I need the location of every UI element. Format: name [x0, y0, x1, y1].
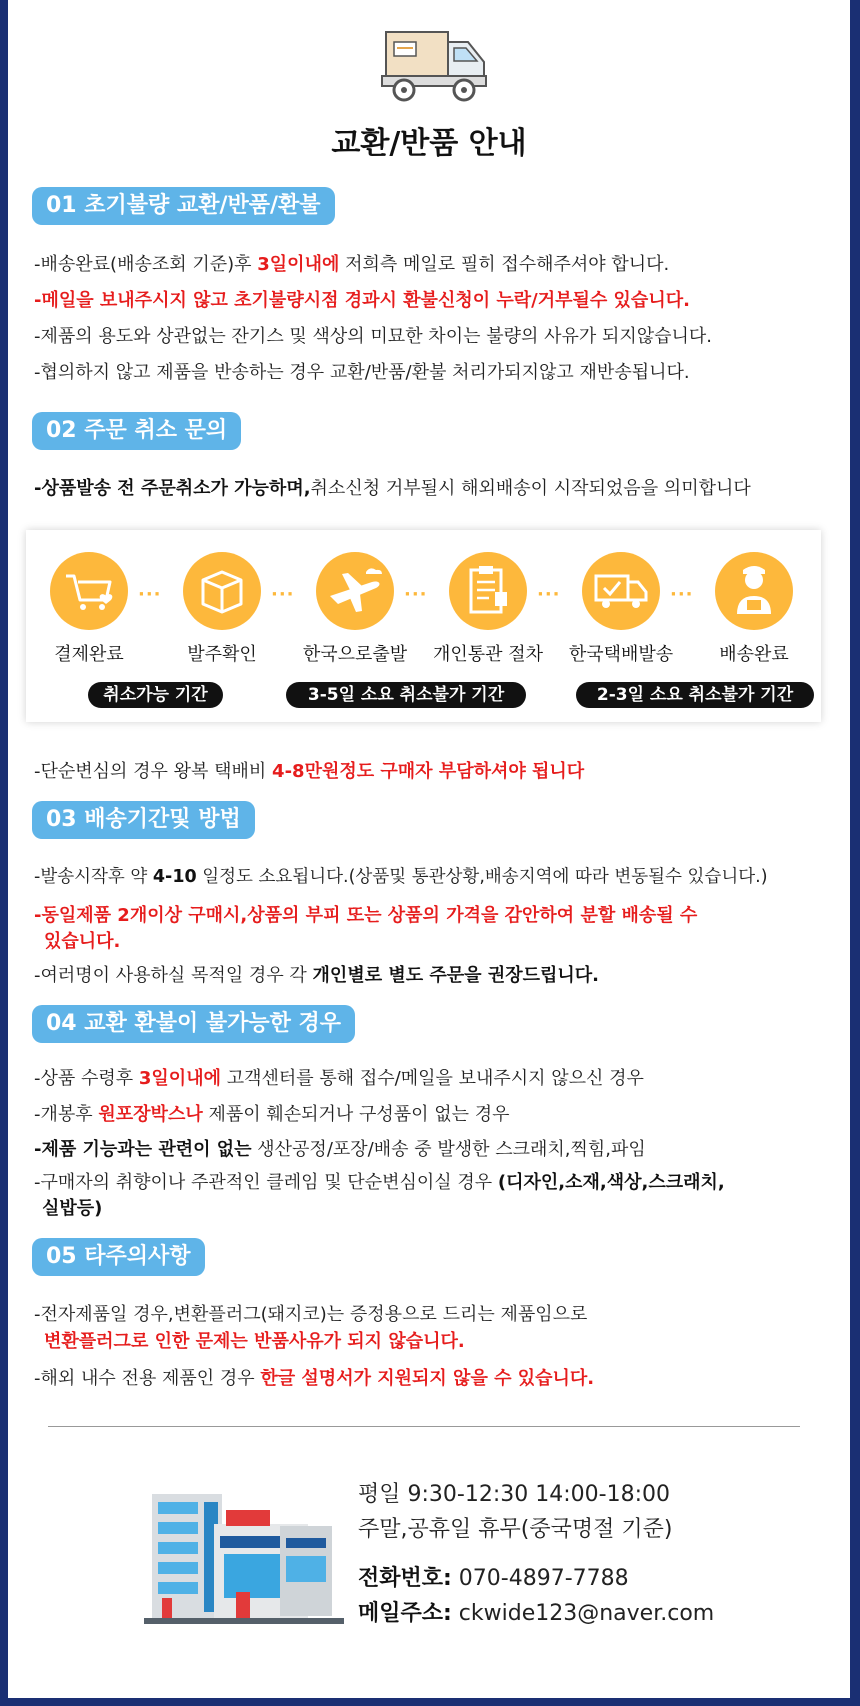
section-3-line-1: [34, 863, 768, 888]
flow-dots: ···: [271, 584, 295, 605]
email-label: 메일주소:: [358, 1601, 452, 1626]
section-2-heading: 02 주문 취소 문의: [32, 412, 241, 450]
text: -개봉후: [34, 1104, 99, 1125]
text: 4-10: [152, 867, 197, 887]
highlight: 한글 설명서가 지원되지 않을 수 있습니다.: [260, 1368, 595, 1389]
period-badge: 2-3일 소요 취소불가 기간: [576, 682, 814, 708]
section-1-line-2: -메일을 보내주시지 않고 초기불량시점 경과시 환불신청이 누락/거부될수 있습니다.: [34, 290, 690, 311]
step-label: 배송완료: [719, 644, 789, 665]
delivery-truck-icon: [582, 552, 660, 630]
section-2-line-1: [34, 474, 751, 500]
section-5-line-3: [34, 1364, 594, 1390]
section-4-line-4: [34, 1168, 725, 1194]
return-fee-note: [34, 757, 584, 783]
text: 저희측 메일로 필히 접수해주셔야 합니다.: [339, 254, 670, 275]
flow-dots: ···: [537, 584, 561, 605]
highlight: 원포장박스나: [98, 1104, 203, 1125]
email-address: ckwide123@naver.com: [451, 1601, 715, 1626]
step-label: 발주확인: [187, 644, 257, 665]
shipping-flow: [26, 530, 821, 722]
building-icon: [144, 1480, 344, 1628]
text: -제품 기능과는 관련이 없는: [34, 1139, 252, 1160]
section-1-line-1: [34, 250, 669, 276]
section-3-line-3: [34, 961, 599, 987]
text: -해외 내수 전용 제품인 경우: [34, 1368, 261, 1389]
business-hours-weekend: 주말,공휴일 휴무(중국명절 기준): [358, 1517, 673, 1542]
airplane-icon: [316, 552, 394, 630]
text: -발송시작후 약: [34, 867, 153, 887]
business-hours-weekday: 평일 9:30-12:30 14:00-18:00: [358, 1482, 670, 1507]
box-icon: [183, 552, 261, 630]
page: [8, 0, 850, 1698]
clipboard-icon: [449, 552, 527, 630]
section-5-line-2: 변환플러그로 인한 문제는 반품사유가 되지 않습니다.: [44, 1331, 465, 1352]
divider: [48, 1426, 800, 1427]
section-3-line-2: -동일제품 2개이상 구매시,상품의 부피 또는 상품의 가격을 감안하여 분할 배송될 수: [34, 905, 698, 926]
section-4-line-1: [34, 1064, 644, 1090]
cart-icon: [50, 552, 128, 630]
step-label: 결제완료: [54, 644, 124, 665]
section-3-heading: 03 배송기간및 방법: [32, 801, 255, 839]
step-label: 한국으로출발: [302, 644, 408, 665]
text: -배송완료(배송조회 기준)후: [34, 254, 258, 275]
email-line: [358, 1596, 714, 1627]
step-label: 한국택배발송: [568, 644, 674, 665]
flow-dots: ···: [670, 584, 694, 605]
period-badge: 취소가능 기간: [88, 682, 223, 708]
phone-label: 전화번호:: [358, 1566, 452, 1591]
text: -단순변심의 경우 왕복 택배비: [34, 761, 273, 782]
section-5-line-1: -전자제품일 경우,변환플러그(돼지코)는 증정용으로 드리는 제품임으로: [34, 1304, 588, 1325]
highlight: 3일이내에: [138, 1068, 221, 1089]
text: 개인별로 별도 주문을 권장드립니다.: [312, 965, 600, 986]
flow-dots: ···: [138, 584, 162, 605]
text: (디자인,소재,색상,스크래치,: [497, 1172, 725, 1193]
section-1-line-4: -협의하지 않고 제품을 반송하는 경우 교환/반품/환불 처리가되지않고 재반송됩니다.: [34, 362, 690, 383]
period-badge: 3-5일 소요 취소불가 기간: [286, 682, 526, 708]
section-1-line-3: -제품의 용도와 상관없는 잔기스 및 색상의 미묘한 차이는 불량의 사유가 되지않습니다.: [34, 326, 713, 347]
highlight: 3일이내에: [257, 254, 340, 275]
section-4-heading: 04 교환 환불이 불가능한 경우: [32, 1005, 355, 1043]
text: -상품 수령후: [34, 1068, 139, 1089]
text: -상품발송 전 주문취소가 가능하며,: [34, 478, 311, 499]
text: 생산공정/포장/배송 중 발생한 스크래치,찍힘,파임: [251, 1139, 646, 1160]
section-4-line-5: 실밥등): [42, 1198, 103, 1219]
truck-icon: [380, 28, 490, 106]
highlight: 4-8만원정도 구매자 부담하셔야 됩니다: [272, 761, 585, 782]
text: -구매자의 취향이나 주관적인 클레임 및 단순변심이실 경우: [34, 1172, 498, 1193]
phone-line: [358, 1561, 629, 1592]
section-3-line-2-cont: 있습니다.: [44, 931, 121, 952]
phone-number: 070-4897-7788: [451, 1566, 629, 1591]
section-4-line-2: [34, 1100, 510, 1126]
courier-icon: [715, 552, 793, 630]
text: -여러명이 사용하실 목적일 경우 각: [34, 965, 313, 986]
text: 취소신청 거부될시 해외배송이 시작되었음을 의미합니다: [310, 478, 751, 499]
text: 제품이 훼손되거나 구성품이 없는 경우: [202, 1104, 510, 1125]
text: 일정도 소요됩니다.(상품및 통관상황,배송지역에 따라 변동될수 있습니다.): [196, 867, 768, 887]
step-label: 개인통관 절차: [432, 644, 544, 665]
section-5-heading: 05 타주의사항: [32, 1238, 205, 1276]
flow-dots: ···: [404, 584, 428, 605]
section-4-line-3: [34, 1135, 646, 1161]
text: 고객센터를 통해 접수/메일을 보내주시지 않으신 경우: [220, 1068, 644, 1089]
section-1-heading: 01 초기불량 교환/반품/환불: [32, 187, 335, 225]
page-title: 교환/반품 안내: [331, 126, 527, 161]
